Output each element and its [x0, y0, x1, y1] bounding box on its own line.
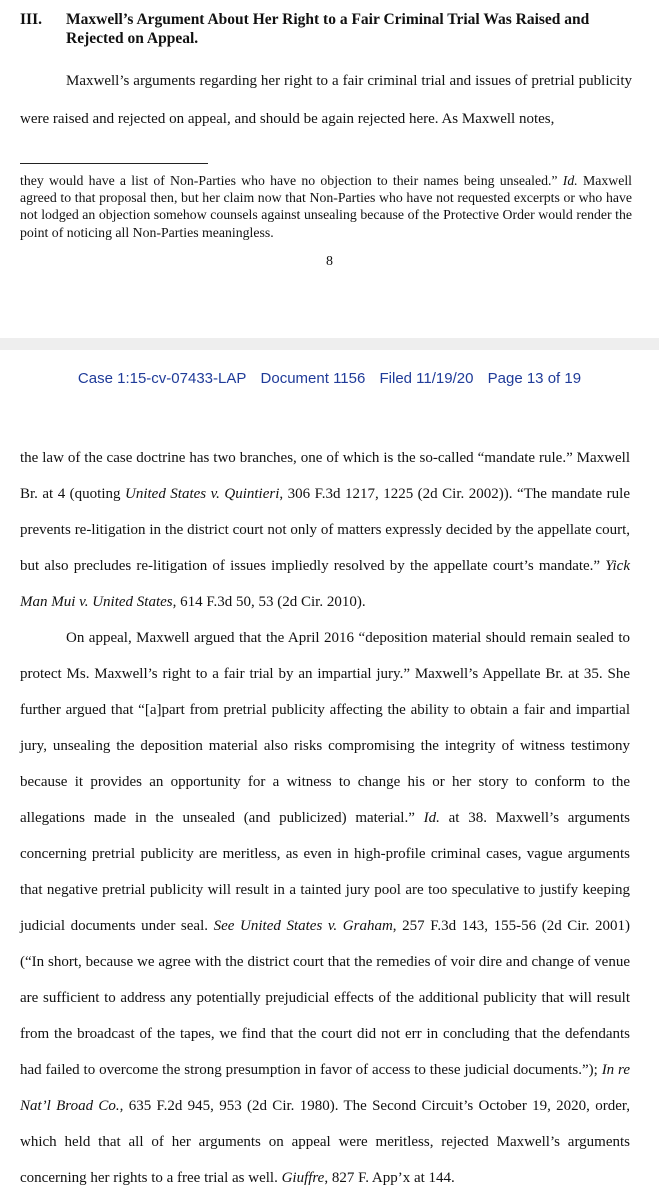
document-number: Document 1156: [260, 370, 366, 387]
case-citation: See United States v. Graham: [213, 918, 393, 934]
text-run: , 257 F.3d 143, 155-56 (2d Cir. 2001) (“In short, because we agree with the district court that the remedies of voir dire and change of venue are sufficient to address any potentially prejudicial effects of the additional publicity that will result from the broadcast of the tapes, we find that the court did not err in concluding that the defendants had failed to overcome the strong presumption in favor of access to these judicial documents.”);: [20, 918, 630, 1078]
text-run: the law of the case doctrine has two branches, one of which is the so-called “mandate rule.” Maxwell Br. at 4 (quoting: [20, 450, 630, 502]
footnote-divider: [20, 163, 208, 164]
text-run: , 306 F.3d 1217, 1225 (2d Cir. 2002)). “The mandate rule prevents re-litigation in the district court not only of matters expressly decided by the appellate court, but also precludes re-litigation of issues impliedly resolved by the appellate court’s mandate.”: [20, 486, 631, 574]
footnote-text: they would have a list of Non-Parties who have no objection to their names being unsealed.”: [20, 173, 563, 188]
citation-id: Id.: [562, 173, 578, 188]
section-heading: [20, 10, 640, 48]
footnote: [20, 172, 632, 241]
case-citation: In re Nat’l Broad Co.: [20, 1062, 630, 1114]
text-run: at 38. Maxwell’s arguments concerning pretrial publicity are meritless, as even in high-profile criminal cases, vague arguments that negative pretrial publicity will result in a tainted jury pool are too speculative to justify keeping judicial documents under seal.: [20, 810, 630, 934]
paragraph: Maxwell’s arguments regarding her right to a fair criminal trial and issues of pretrial publicity were raised and rejected on appeal, and should be again rejected here. As Maxwell notes,: [20, 73, 632, 127]
case-header: [0, 370, 659, 387]
page-number: 8: [326, 254, 333, 269]
text-run: On appeal, Maxwell argued that the April 2016 “deposition material should remain sealed to protect Ms. Maxwell’s right to a fair trial by an impartial jury.” Maxwell’s Appellate Br. at 35. She further argued that “[a]part from pretrial publicity affecting the ability to obtain a fair and impartial jury, unsealing the deposition material also risks compromising the integrity of witness testimony because it provides an opportunity for a witness to change his or her story to conform to the allegations made in the unsealed (and publicized) material.”: [20, 630, 630, 826]
case-number: Case 1:15-cv-07433-LAP: [77, 370, 247, 387]
citation-id: Id.: [423, 810, 440, 826]
footnote-text: Maxwell agreed to that proposal then, but her claim now that Non-Parties who have not requested excerpts or who have not lodged an objection somehow counsels against unsealing because of the Protective Order would render the point of noticing all Non-Parties meaningless.: [20, 173, 632, 240]
text-run: , 635 F.2d 945, 953 (2d Cir. 1980). The Second Circuit’s October 19, 2020, order, which held that all of her arguments on appeal were meritless, rejected Maxwell’s arguments concerning her rights to a free trial as well.: [20, 1098, 630, 1186]
page-separator: [0, 338, 659, 350]
paragraph: [20, 620, 630, 1196]
filed-date: Filed 11/19/20: [379, 370, 474, 387]
section-number: III.: [20, 11, 42, 28]
body-text: [20, 440, 630, 1196]
section-title: Maxwell’s Argument About Her Right to a Fair Criminal Trial Was Raised and Rejected on Appeal.: [66, 11, 590, 47]
text-run: , 827 F. App’x at 144.: [324, 1170, 455, 1186]
paragraph: [20, 440, 630, 620]
case-citation: United States v. Quintieri: [125, 486, 280, 502]
text-run: , 614 F.3d 50, 53 (2d Cir. 2010).: [172, 594, 366, 610]
case-citation: Giuffre: [281, 1170, 325, 1186]
page-count: Page 13 of 19: [487, 370, 582, 387]
previous-page: [0, 0, 659, 338]
case-citation: Yick Man Mui v. United States: [20, 558, 630, 610]
